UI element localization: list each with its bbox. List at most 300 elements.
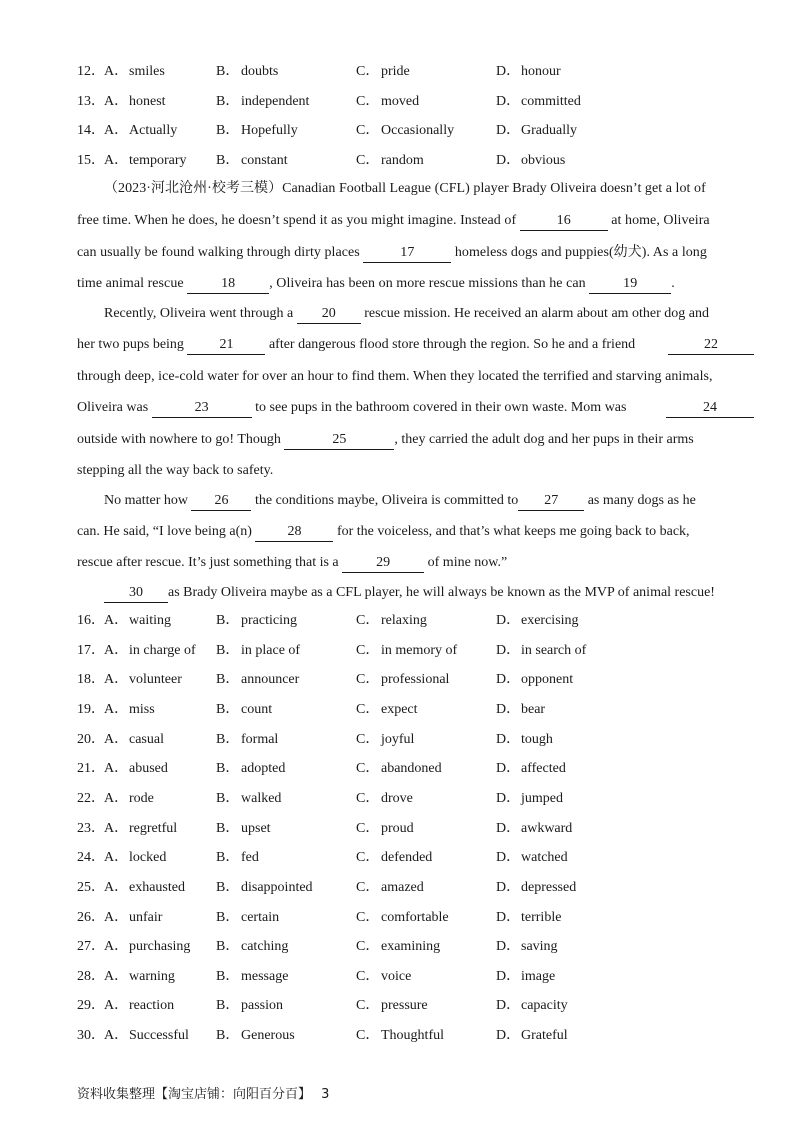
passage-text: （2023·河北沧州·校考三模）Canadian Football League (CFL) player Brady Oliveira doesn’t get a lot of xyxy=(104,181,706,196)
option-text: adopted xyxy=(241,761,286,776)
passage-line xyxy=(77,335,727,355)
question-number: 22． xyxy=(77,791,105,806)
answer-option[interactable] xyxy=(496,611,579,631)
answer-option[interactable] xyxy=(356,1026,444,1046)
answer-option[interactable] xyxy=(216,759,285,779)
answer-option[interactable] xyxy=(216,121,298,141)
answer-option[interactable] xyxy=(216,967,288,987)
question-row xyxy=(0,937,800,957)
option-letter: A． xyxy=(104,613,129,628)
answer-option[interactable] xyxy=(104,878,185,898)
option-letter: B． xyxy=(216,821,240,836)
answer-option[interactable] xyxy=(104,92,166,112)
option-text: casual xyxy=(129,732,164,747)
passage-line xyxy=(77,211,727,231)
question-row xyxy=(0,789,800,809)
option-letter: D． xyxy=(496,821,521,836)
answer-option[interactable] xyxy=(496,908,561,928)
passage-text: free time. When he does, he doesn’t spend it as you might imagine. Instead of xyxy=(77,213,520,228)
option-letter: D． xyxy=(496,1028,521,1043)
question-row xyxy=(0,819,800,839)
option-text: volunteer xyxy=(129,672,182,687)
question-row xyxy=(0,151,800,171)
answer-option[interactable] xyxy=(356,670,449,690)
option-text: watched xyxy=(521,850,568,865)
question-number: 21． xyxy=(77,761,105,776)
option-text: moved xyxy=(381,94,420,109)
answer-option[interactable] xyxy=(356,819,414,839)
option-letter: C． xyxy=(356,939,380,954)
option-letter: D． xyxy=(496,613,521,628)
option-letter: C． xyxy=(356,64,380,79)
passage-line xyxy=(104,179,724,199)
option-letter: B． xyxy=(216,153,240,168)
passage-text: , Oliveira has been on more rescue missions than he can xyxy=(269,276,590,291)
question-row xyxy=(0,700,800,720)
answer-option[interactable] xyxy=(216,937,288,957)
option-text: upset xyxy=(241,821,271,836)
answer-option[interactable] xyxy=(216,611,297,631)
question-number: 12． xyxy=(77,64,105,79)
option-text: Occasionally xyxy=(381,123,455,138)
option-letter: B． xyxy=(216,643,240,658)
blank-27[interactable]: 27 xyxy=(518,493,584,511)
answer-option[interactable] xyxy=(216,789,281,809)
option-text: smiles xyxy=(129,64,165,79)
option-letter: A． xyxy=(104,153,129,168)
option-text: expect xyxy=(381,702,418,717)
option-letter: A． xyxy=(104,123,129,138)
answer-option[interactable] xyxy=(104,62,165,82)
question-number: 26． xyxy=(77,910,105,925)
option-letter: C． xyxy=(356,761,380,776)
option-text: amazed xyxy=(381,880,424,895)
option-text: Gradually xyxy=(521,123,577,138)
blank-26[interactable]: 26 xyxy=(191,493,251,511)
option-letter: A． xyxy=(104,791,129,806)
option-letter: C． xyxy=(356,910,380,925)
passage-line xyxy=(77,398,727,418)
passage-text: can. He said, “I love being a(n) xyxy=(77,524,256,539)
option-text: practicing xyxy=(241,613,297,628)
option-letter: B． xyxy=(216,732,240,747)
option-text: professional xyxy=(381,672,450,687)
passage-line xyxy=(104,304,724,324)
option-text: in charge of xyxy=(129,643,196,658)
option-letter: A． xyxy=(104,821,129,836)
answer-option[interactable] xyxy=(356,151,424,171)
answer-option[interactable] xyxy=(356,996,428,1016)
option-letter: A． xyxy=(104,998,129,1013)
blank-17[interactable]: 17 xyxy=(363,245,451,263)
option-text: honour xyxy=(521,64,561,79)
answer-option[interactable] xyxy=(496,641,586,661)
passage-text: for the voiceless, and that’s what keeps me going back to back, xyxy=(333,524,690,539)
question-row xyxy=(0,670,800,690)
option-text: saving xyxy=(521,939,558,954)
answer-option[interactable] xyxy=(104,937,190,957)
question-number: 23． xyxy=(77,821,105,836)
option-text: Hopefully xyxy=(241,123,298,138)
option-text: capacity xyxy=(521,998,568,1013)
blank-30[interactable]: 30 xyxy=(104,585,168,603)
question-row xyxy=(0,62,800,82)
answer-option[interactable] xyxy=(356,700,418,720)
question-row xyxy=(0,1026,800,1046)
answer-option[interactable] xyxy=(104,730,164,750)
option-text: count xyxy=(241,702,273,717)
question-row xyxy=(0,92,800,112)
question-row xyxy=(0,996,800,1016)
option-text: unfair xyxy=(129,910,163,925)
blank-29[interactable]: 29 xyxy=(342,555,424,573)
option-letter: B． xyxy=(216,64,240,79)
option-text: Thoughtful xyxy=(381,1028,444,1043)
option-letter: D． xyxy=(496,998,521,1013)
option-text: catching xyxy=(241,939,289,954)
passage-line xyxy=(77,367,727,387)
question-number: 13． xyxy=(77,94,105,109)
page-footer xyxy=(77,1085,329,1105)
option-text: certain xyxy=(241,910,280,925)
option-text: disappointed xyxy=(241,880,313,895)
passage-text: Recently, Oliveira went through a xyxy=(104,306,297,321)
passage-line xyxy=(666,398,754,418)
answer-option[interactable] xyxy=(104,996,174,1016)
option-letter: D． xyxy=(496,702,521,717)
passage-text: her two pups being xyxy=(77,337,188,352)
answer-option[interactable] xyxy=(216,641,300,661)
answer-option[interactable] xyxy=(216,848,259,868)
blank-23[interactable]: 23 xyxy=(152,400,252,418)
blank-16[interactable]: 16 xyxy=(520,213,608,231)
option-text: image xyxy=(521,969,556,984)
answer-option[interactable] xyxy=(496,878,576,898)
answer-option[interactable] xyxy=(496,819,572,839)
option-letter: C． xyxy=(356,1028,380,1043)
option-letter: A． xyxy=(104,702,129,717)
option-text: message xyxy=(241,969,289,984)
blank-24[interactable]: 24 xyxy=(666,400,754,418)
option-text: comfortable xyxy=(381,910,449,925)
passage-line xyxy=(77,461,727,481)
answer-option[interactable] xyxy=(356,121,454,141)
question-number: 18． xyxy=(77,672,105,687)
question-number: 27． xyxy=(77,939,105,954)
passage-text: homeless dogs and puppies(幼犬). As a long xyxy=(451,245,707,260)
option-letter: C． xyxy=(356,850,380,865)
question-row xyxy=(0,848,800,868)
option-text: in search of xyxy=(521,643,587,658)
option-letter: D． xyxy=(496,153,521,168)
option-text: voice xyxy=(381,969,412,984)
passage-text: at home, Oliveira xyxy=(607,213,710,228)
blank-20[interactable]: 20 xyxy=(297,306,361,324)
passage-line xyxy=(668,335,754,355)
answer-option[interactable] xyxy=(356,759,442,779)
option-letter: D． xyxy=(496,94,521,109)
option-text: in place of xyxy=(241,643,301,658)
option-text: formal xyxy=(241,732,279,747)
question-number: 15． xyxy=(77,153,105,168)
question-row xyxy=(0,759,800,779)
passage-text: outside with nowhere to go! Though xyxy=(77,432,285,447)
answer-option[interactable] xyxy=(356,848,432,868)
option-letter: A． xyxy=(104,643,129,658)
question-number: 17． xyxy=(77,643,105,658)
option-letter: B． xyxy=(216,94,240,109)
option-text: honest xyxy=(129,94,166,109)
option-text: passion xyxy=(241,998,283,1013)
answer-option[interactable] xyxy=(356,967,411,987)
option-text: examining xyxy=(381,939,441,954)
blank-19[interactable]: 19 xyxy=(589,276,671,294)
option-text: drove xyxy=(381,791,413,806)
answer-option[interactable] xyxy=(496,670,573,690)
option-letter: A． xyxy=(104,910,129,925)
passage-text: through deep, ice-cold water for over an hour to find them. When they located the terrified and starving animals, xyxy=(77,369,713,384)
option-text: fed xyxy=(241,850,259,865)
answer-option[interactable] xyxy=(104,151,187,171)
answer-option[interactable] xyxy=(496,848,568,868)
blank-22[interactable]: 22 xyxy=(668,337,754,355)
answer-option[interactable] xyxy=(356,908,449,928)
passage-line xyxy=(104,491,724,511)
option-letter: C． xyxy=(356,998,380,1013)
answer-option[interactable] xyxy=(496,730,553,750)
option-text: rode xyxy=(129,791,154,806)
option-letter: C． xyxy=(356,732,380,747)
answer-option[interactable] xyxy=(216,92,309,112)
passage-text: . xyxy=(671,276,675,291)
option-text: waiting xyxy=(129,613,171,628)
option-text: exhausted xyxy=(129,880,185,895)
option-letter: A． xyxy=(104,94,129,109)
answer-option[interactable] xyxy=(216,151,288,171)
answer-option[interactable] xyxy=(104,641,196,661)
option-letter: D． xyxy=(496,64,521,79)
question-row xyxy=(0,967,800,987)
answer-option[interactable] xyxy=(356,62,410,82)
option-text: committed xyxy=(521,94,581,109)
option-letter: D． xyxy=(496,643,521,658)
option-letter: D． xyxy=(496,939,521,954)
question-row xyxy=(0,611,800,631)
option-text: exercising xyxy=(521,613,579,628)
option-letter: C． xyxy=(356,880,380,895)
question-number: 24． xyxy=(77,850,105,865)
answer-option[interactable] xyxy=(496,996,568,1016)
answer-option[interactable] xyxy=(104,908,162,928)
option-letter: B． xyxy=(216,791,240,806)
option-text: reaction xyxy=(129,998,175,1013)
passage-text: rescue mission. He received an alarm about am other dog and xyxy=(360,306,710,321)
answer-option[interactable] xyxy=(356,937,440,957)
option-letter: A． xyxy=(104,850,129,865)
option-letter: B． xyxy=(216,702,240,717)
answer-option[interactable] xyxy=(104,670,182,690)
answer-option[interactable] xyxy=(104,819,177,839)
option-letter: D． xyxy=(496,850,521,865)
blank-25[interactable]: 25 xyxy=(284,432,394,450)
passage-line xyxy=(77,553,727,573)
answer-option[interactable] xyxy=(496,92,581,112)
answer-option[interactable] xyxy=(356,789,413,809)
answer-option[interactable] xyxy=(216,730,278,750)
answer-option[interactable] xyxy=(216,670,299,690)
passage-text: the conditions maybe, Oliveira is committed to xyxy=(251,493,519,508)
option-text: warning xyxy=(129,969,175,984)
question-number: 29． xyxy=(77,998,105,1013)
answer-option[interactable] xyxy=(356,730,414,750)
question-row xyxy=(0,878,800,898)
question-row xyxy=(0,730,800,750)
option-text: pride xyxy=(381,64,410,79)
option-text: tough xyxy=(521,732,553,747)
option-letter: B． xyxy=(216,613,240,628)
option-letter: C． xyxy=(356,153,380,168)
answer-option[interactable] xyxy=(496,937,558,957)
answer-option[interactable] xyxy=(216,908,279,928)
option-letter: B． xyxy=(216,123,240,138)
answer-option[interactable] xyxy=(496,62,561,82)
option-text: jumped xyxy=(521,791,563,806)
option-letter: C． xyxy=(356,821,380,836)
answer-option[interactable] xyxy=(356,641,457,661)
option-letter: D． xyxy=(496,123,521,138)
passage-line xyxy=(77,522,727,542)
option-text: opponent xyxy=(521,672,574,687)
answer-option[interactable] xyxy=(356,611,427,631)
option-text: in memory of xyxy=(381,643,458,658)
option-letter: A． xyxy=(104,969,129,984)
answer-option[interactable] xyxy=(104,848,166,868)
option-text: independent xyxy=(241,94,310,109)
question-row xyxy=(0,641,800,661)
option-text: regretful xyxy=(129,821,178,836)
passage-line xyxy=(77,243,727,263)
answer-option[interactable] xyxy=(216,878,313,898)
passage-text: , they carried the adult dog and her pups in their arms xyxy=(394,432,694,447)
option-text: Generous xyxy=(241,1028,295,1043)
option-letter: A． xyxy=(104,732,129,747)
option-letter: D． xyxy=(496,672,521,687)
option-text: obvious xyxy=(521,153,566,168)
passage-line xyxy=(77,274,727,294)
option-letter: C． xyxy=(356,643,380,658)
option-letter: B． xyxy=(216,998,240,1013)
question-row xyxy=(0,908,800,928)
answer-option[interactable] xyxy=(496,121,577,141)
option-text: random xyxy=(381,153,424,168)
option-letter: B． xyxy=(216,939,240,954)
answer-option[interactable] xyxy=(496,759,566,779)
option-letter: C． xyxy=(356,613,380,628)
option-text: Successful xyxy=(129,1028,189,1043)
answer-option[interactable] xyxy=(104,789,154,809)
page-number: 3 xyxy=(321,1087,330,1102)
blank-18[interactable]: 18 xyxy=(187,276,269,294)
answer-option[interactable] xyxy=(496,151,565,171)
answer-option[interactable] xyxy=(104,611,171,631)
option-letter: C． xyxy=(356,702,380,717)
answer-option[interactable] xyxy=(104,700,155,720)
option-text: proud xyxy=(381,821,414,836)
option-letter: B． xyxy=(216,672,240,687)
blank-21[interactable]: 21 xyxy=(187,337,265,355)
option-letter: C． xyxy=(356,94,380,109)
option-text: awkward xyxy=(521,821,573,836)
option-letter: A． xyxy=(104,939,129,954)
passage-line xyxy=(77,430,727,450)
answer-option[interactable] xyxy=(216,700,272,720)
passage-text: time animal rescue xyxy=(77,276,188,291)
question-row xyxy=(0,121,800,141)
option-letter: C． xyxy=(356,791,380,806)
answer-option[interactable] xyxy=(216,996,283,1016)
option-text: pressure xyxy=(381,998,428,1013)
option-text: walked xyxy=(241,791,282,806)
answer-option[interactable] xyxy=(216,819,271,839)
option-letter: A． xyxy=(104,761,129,776)
option-text: temporary xyxy=(129,153,187,168)
answer-option[interactable] xyxy=(104,121,177,141)
option-text: depressed xyxy=(521,880,577,895)
option-text: joyful xyxy=(381,732,415,747)
answer-option[interactable] xyxy=(216,62,278,82)
option-text: defended xyxy=(381,850,433,865)
option-letter: B． xyxy=(216,850,240,865)
option-letter: A． xyxy=(104,1028,129,1043)
option-text: Grateful xyxy=(521,1028,568,1043)
answer-option[interactable] xyxy=(104,759,168,779)
passage-text: after dangerous flood store through the region. So he and a friend xyxy=(265,337,636,352)
passage-line xyxy=(104,583,724,603)
answer-option[interactable] xyxy=(104,967,175,987)
answer-option[interactable] xyxy=(496,789,563,809)
option-text: relaxing xyxy=(381,613,427,628)
passage-text: as many dogs as he xyxy=(584,493,696,508)
answer-option[interactable] xyxy=(496,1026,568,1046)
question-number: 30． xyxy=(77,1028,105,1043)
option-letter: D． xyxy=(496,910,521,925)
blank-28[interactable]: 28 xyxy=(255,524,333,542)
option-text: doubts xyxy=(241,64,279,79)
option-text: bear xyxy=(521,702,546,717)
option-letter: B． xyxy=(216,1028,240,1043)
answer-option[interactable] xyxy=(356,92,419,112)
answer-option[interactable] xyxy=(216,1026,295,1046)
answer-option[interactable] xyxy=(496,967,555,987)
option-letter: C． xyxy=(356,672,380,687)
answer-option[interactable] xyxy=(104,1026,189,1046)
option-letter: D． xyxy=(496,880,521,895)
passage-text: to see pups in the bathroom covered in their own waste. Mom was xyxy=(251,400,627,415)
question-number: 14． xyxy=(77,123,105,138)
option-text: abused xyxy=(129,761,168,776)
answer-option[interactable] xyxy=(496,700,545,720)
option-letter: D． xyxy=(496,791,521,806)
option-letter: D． xyxy=(496,969,521,984)
option-text: purchasing xyxy=(129,939,191,954)
passage-text: of mine now.” xyxy=(424,555,508,570)
option-text: affected xyxy=(521,761,566,776)
option-letter: C． xyxy=(356,123,380,138)
question-number: 28． xyxy=(77,969,105,984)
answer-option[interactable] xyxy=(356,878,424,898)
question-number: 20． xyxy=(77,732,105,747)
option-text: abandoned xyxy=(381,761,442,776)
